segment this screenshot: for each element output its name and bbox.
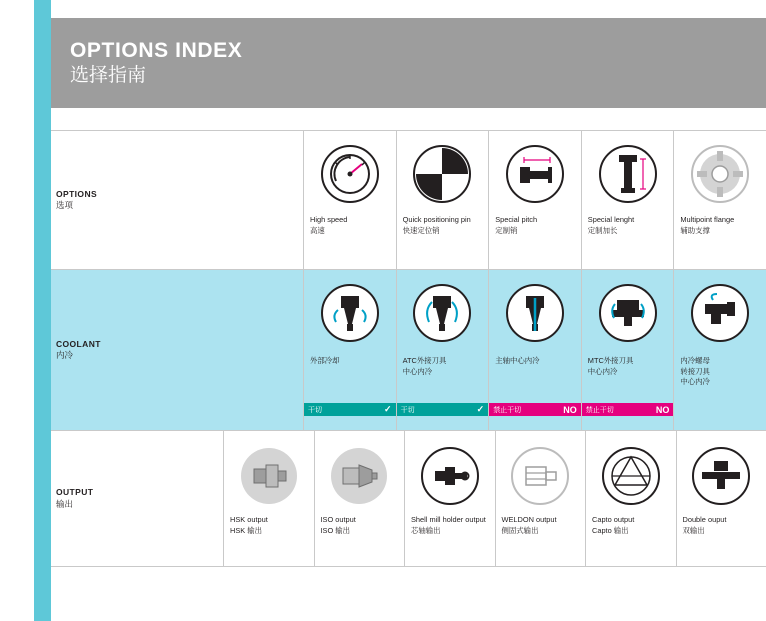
caption-cn-2: 中心内冷 bbox=[587, 366, 618, 376]
caption-en: Special pitch bbox=[495, 215, 538, 224]
row-label-cn: 输出 bbox=[56, 498, 74, 509]
caption-cn: 侧固式输出 bbox=[501, 525, 539, 535]
tag-mark: ✓ bbox=[476, 404, 485, 414]
row-label-coolant bbox=[51, 270, 303, 430]
cell-caption bbox=[230, 515, 310, 536]
external-coolant-icon bbox=[321, 282, 379, 344]
cell-mtc-external-coolant[interactable] bbox=[581, 270, 674, 430]
cell-caption bbox=[403, 356, 485, 377]
cell-weldon-output[interactable] bbox=[495, 431, 586, 566]
caption-en: Capto output bbox=[592, 515, 635, 524]
caption-en: WELDON output bbox=[501, 515, 557, 524]
tag-mark: NO bbox=[655, 404, 670, 415]
spindle-center-coolant-icon bbox=[506, 282, 564, 344]
caption-cn: 辅助支撑 bbox=[680, 225, 710, 235]
cell-special-pitch[interactable] bbox=[488, 131, 581, 269]
cell-spindle-center-coolant[interactable] bbox=[488, 270, 581, 430]
row-cells bbox=[223, 431, 766, 566]
cell-shell-mill-holder-output[interactable] bbox=[404, 431, 495, 566]
cell-external-coolant[interactable] bbox=[303, 270, 396, 430]
capto-output-icon bbox=[602, 445, 660, 507]
dry-cut-tag bbox=[397, 403, 489, 416]
cell-caption bbox=[588, 356, 670, 377]
caption-en: Multipoint flange bbox=[680, 215, 735, 224]
row-label-en: COOLANT bbox=[56, 338, 101, 349]
page-title-cn: 选择指南 bbox=[70, 65, 147, 87]
cell-caption bbox=[403, 215, 485, 236]
tag-mark: ✓ bbox=[384, 404, 392, 414]
row-cells bbox=[303, 270, 766, 430]
tag-bar bbox=[489, 403, 581, 416]
cell-caption bbox=[495, 356, 577, 367]
cell-caption bbox=[310, 356, 392, 367]
dry-cut-tag bbox=[304, 403, 396, 416]
row-label-en: OUTPUT bbox=[56, 487, 94, 498]
page-header bbox=[51, 18, 766, 108]
cell-special-length[interactable] bbox=[581, 131, 674, 269]
cell-caption bbox=[592, 515, 672, 536]
row-cells bbox=[303, 131, 766, 269]
cell-multipoint-flange[interactable] bbox=[673, 131, 766, 269]
iso-output-icon bbox=[330, 445, 388, 507]
cell-caption bbox=[502, 515, 582, 536]
options-index-table bbox=[51, 130, 766, 567]
cell-atc-external-coolant[interactable] bbox=[396, 270, 489, 430]
row-label-options bbox=[51, 131, 303, 269]
cell-caption bbox=[310, 215, 392, 236]
tag-bar bbox=[397, 403, 489, 416]
tag-label: 干切 bbox=[308, 406, 322, 414]
caption-cn: 定制加长 bbox=[587, 225, 618, 235]
double-output-icon bbox=[692, 445, 750, 507]
row-label-en: OPTIONS bbox=[56, 188, 98, 199]
row-label-output bbox=[51, 431, 223, 566]
tag-label: 禁止干切 bbox=[585, 406, 614, 414]
table-row-options bbox=[51, 130, 766, 269]
cell-caption bbox=[495, 215, 577, 236]
cell-capto-output[interactable] bbox=[585, 431, 676, 566]
quick-positioning-pin-icon bbox=[413, 143, 471, 205]
cell-coolant-nut[interactable] bbox=[673, 270, 766, 430]
tag-mark: NO bbox=[563, 404, 577, 415]
caption-cn: 双输出 bbox=[682, 525, 705, 535]
caption-cn: 芯轴输出 bbox=[411, 525, 441, 535]
caption-cn: HSK 输出 bbox=[230, 525, 263, 535]
no-dry-cut-tag bbox=[582, 403, 674, 416]
caption-cn-1: 内冷螺母 bbox=[680, 356, 710, 365]
row-label-cn: 选项 bbox=[56, 200, 74, 210]
tag-bar bbox=[304, 403, 396, 416]
tag-label: 禁止干切 bbox=[493, 406, 522, 414]
caption-cn: 高速 bbox=[310, 225, 325, 235]
atc-external-coolant-icon bbox=[413, 282, 471, 344]
cell-quick-positioning-pin[interactable] bbox=[396, 131, 489, 269]
coolant-nut-icon bbox=[691, 282, 749, 344]
caption-en: HSK output bbox=[230, 515, 268, 524]
caption-cn: Capto 输出 bbox=[592, 525, 629, 535]
caption-en: High speed bbox=[310, 215, 348, 224]
caption-cn: 外部冷却 bbox=[310, 356, 340, 365]
multipoint-flange-icon bbox=[691, 143, 749, 205]
caption-en: Quick positioning pin bbox=[402, 215, 471, 224]
accent-bar bbox=[34, 0, 51, 621]
caption-cn-3: 中心内冷 bbox=[680, 377, 710, 387]
cell-caption bbox=[321, 515, 401, 536]
caption-en: Double ouput bbox=[682, 515, 727, 524]
hsk-output-icon bbox=[240, 445, 298, 507]
cell-double-output[interactable] bbox=[676, 431, 766, 566]
cell-caption bbox=[411, 515, 491, 536]
shell-mill-holder-output-icon bbox=[421, 445, 479, 507]
caption-cn: 主轴中心内冷 bbox=[495, 356, 540, 365]
caption-en: Special lenght bbox=[587, 215, 635, 224]
page-title-en: OPTIONS INDEX bbox=[70, 39, 243, 62]
special-pitch-icon bbox=[506, 143, 564, 205]
caption-cn-2: 转接刀具 bbox=[680, 366, 710, 376]
caption-cn: ISO 输出 bbox=[320, 525, 351, 535]
caption-en: ISO output bbox=[320, 515, 356, 524]
mtc-external-coolant-icon bbox=[599, 282, 657, 344]
cell-high-speed[interactable] bbox=[303, 131, 396, 269]
tag-label: 干切 bbox=[400, 406, 415, 414]
cell-hsk-output[interactable] bbox=[223, 431, 314, 566]
caption-en: Shell mill holder output bbox=[411, 515, 486, 524]
caption-cn: 定制销 bbox=[495, 225, 518, 235]
caption-cn-1: MTC外接刀具 bbox=[587, 356, 634, 365]
caption-cn: 快速定位销 bbox=[402, 225, 440, 235]
cell-caption bbox=[683, 515, 763, 536]
cell-caption bbox=[680, 215, 762, 236]
speed-gauge-icon bbox=[321, 143, 379, 205]
tag-bar bbox=[582, 403, 674, 416]
cell-caption bbox=[588, 215, 670, 236]
cell-iso-output[interactable] bbox=[314, 431, 405, 566]
table-row-output bbox=[51, 430, 766, 567]
special-length-icon bbox=[599, 143, 657, 205]
row-label-cn: 内冷 bbox=[56, 350, 74, 360]
weldon-output-icon bbox=[511, 445, 569, 507]
caption-cn-1: ATC外接刀具 bbox=[402, 356, 447, 365]
no-dry-cut-tag bbox=[489, 403, 581, 416]
caption-cn-2: 中心内冷 bbox=[402, 366, 433, 376]
cell-caption bbox=[680, 356, 762, 388]
table-row-coolant bbox=[51, 269, 766, 430]
